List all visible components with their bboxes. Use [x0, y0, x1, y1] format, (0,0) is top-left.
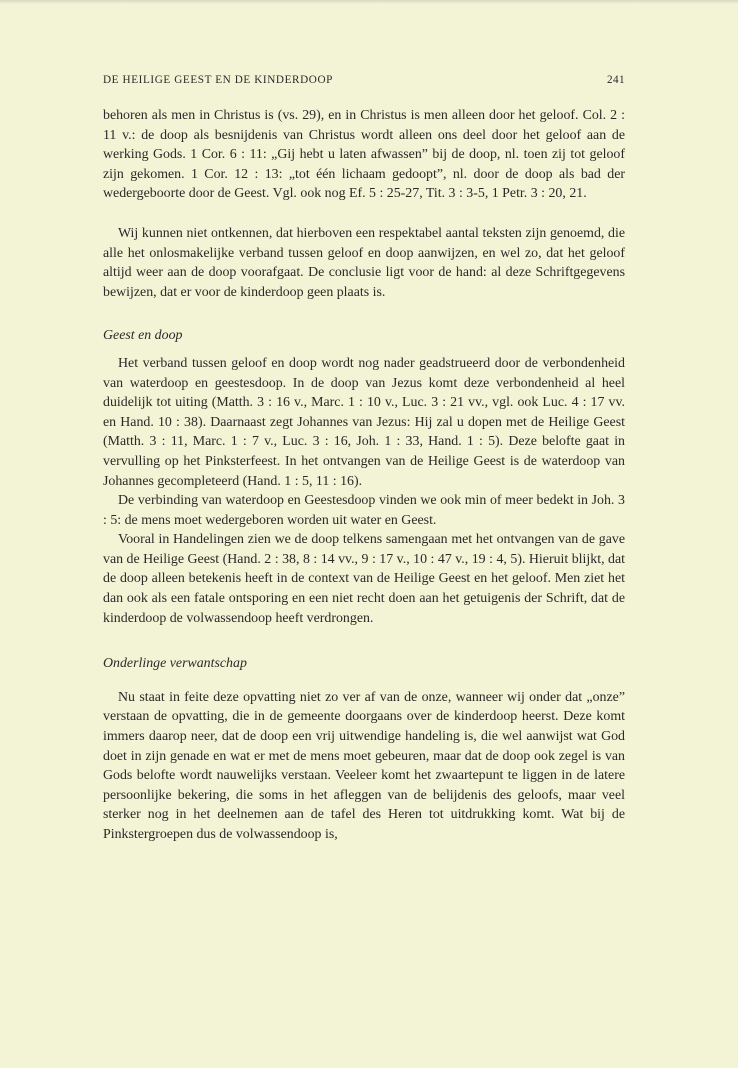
paragraph-2: Wij kunnen niet ontkennen, dat hierboven een respektabel aantal teksten zijn genoemd, die alle het onlosmakelijke verband tussen geloof en doop aanwijzen, en wel zo, dat het geloof altijd weer aan de doop voorafgaat. De conclusie ligt voor de hand: al deze Schriftgegevens bewijzen, dat er voor de kinderdoop geen plaats is. — [103, 225, 625, 300]
paragraph-4: De verbinding van waterdoop en Geestesdoop vinden we ook min of meer bedekt in Joh. 3 : 5: de mens moet wedergeboren worden uit water en Geest. — [103, 493, 625, 528]
section-heading-geest-en-doop: Geest en doop — [103, 328, 183, 344]
section-heading-onderlinge-verwantschap: Onderlinge verwantschap — [103, 656, 247, 672]
paragraph-1: behoren als men in Christus is (vs. 29), en in Christus is men alleen door het geloof. Col. 2 : 11 v.: de doop als besnijdenis van Christus wordt alleen ons deel door het geloof aan de werking Gods. 1 Cor. 6 : 11: „Gij hebt u laten afwassen” bij de doop, nl. toen zij tot geloof zijn gekomen. 1 Cor. 12 : 13: „tot één lichaam gedoopt”, nl. door de doop als bad der wedergeboorte door de Geest. Vgl. ook nog Ef. 5 : 25-27, Tit. 3 : 3-5, 1 Petr. 3 : 20, 21. — [103, 108, 625, 202]
page-number: 241 — [607, 74, 625, 86]
paragraph-6: Nu staat in feite deze opvatting niet zo ver af van de onze, wanneer wij onder dat „onze” verstaan de opvatting, die in de gemeente doorgaans over de kinderdoop heerst. Deze komt immers daarop neer, dat de doop een vrij uitwendige handeling is, die wel aanwijst wat God doet in zijn genade en wat er met de mens moet gebeuren, maar dat de doop ook zegel is van Gods belofte wordt nauwelijks verstaan. Veeleer komt het zwaartepunt te liggen in de latere persoonlijke bekering, die soms in het afleggen van de belijdenis des geloofs, maar veel sterker nog in het deelnemen aan de tafel des Heren tot uitdrukking komt. Wat bij de Pinkstergroepen dus de volwassendoop is, — [103, 689, 625, 842]
running-head — [103, 74, 625, 92]
running-title: DE HEILIGE GEEST EN DE KINDERDOOP — [103, 74, 333, 86]
page-edge — [0, 0, 738, 4]
paragraph-3: Het verband tussen geloof en doop wordt nog nader geadstrueerd door de verbondenheid van waterdoop en geestesdoop. In de doop van Jezus komt deze verbondenheid al heel duidelijk tot uiting (Matth. 3 : 16 v., Marc. 1 : 10 v., Luc. 3 : 21 vv., vgl. ook Luc. 4 : 17 vv. en Hand. 10 : 38). Daarnaast zegt Johannes van Jezus: Hij zal u dopen met de Heilige Geest (Matth. 3 : 11, Marc. 1 : 7 v., Luc. 3 : 16, Joh. 1 : 33, Hand. 1 : 5). Deze belofte gaat in vervulling op het Pinksterfeest. In het ontvangen van de Heilige Geest is de waterdoop van Johannes gecompleteerd (Hand. 1 : 5, 11 : 16). — [103, 355, 625, 489]
paragraph-5: Vooral in Handelingen zien we de doop telkens samengaan met het ontvangen van de gave van de Heilige Geest (Hand. 2 : 38, 8 : 14 vv., 9 : 17 v., 10 : 47 v., 19 : 4, 5). Hieruit blijkt, dat de doop alleen betekenis heeft in de context van de Heilige Geest en het geloof. Men ziet het dan ook als een fatale ontsporing en een niet recht doen aan het getuigenis der Schrift, dat de kinderdoop de volwassendoop heeft verdrongen. — [103, 532, 625, 626]
book-page — [103, 74, 625, 845]
